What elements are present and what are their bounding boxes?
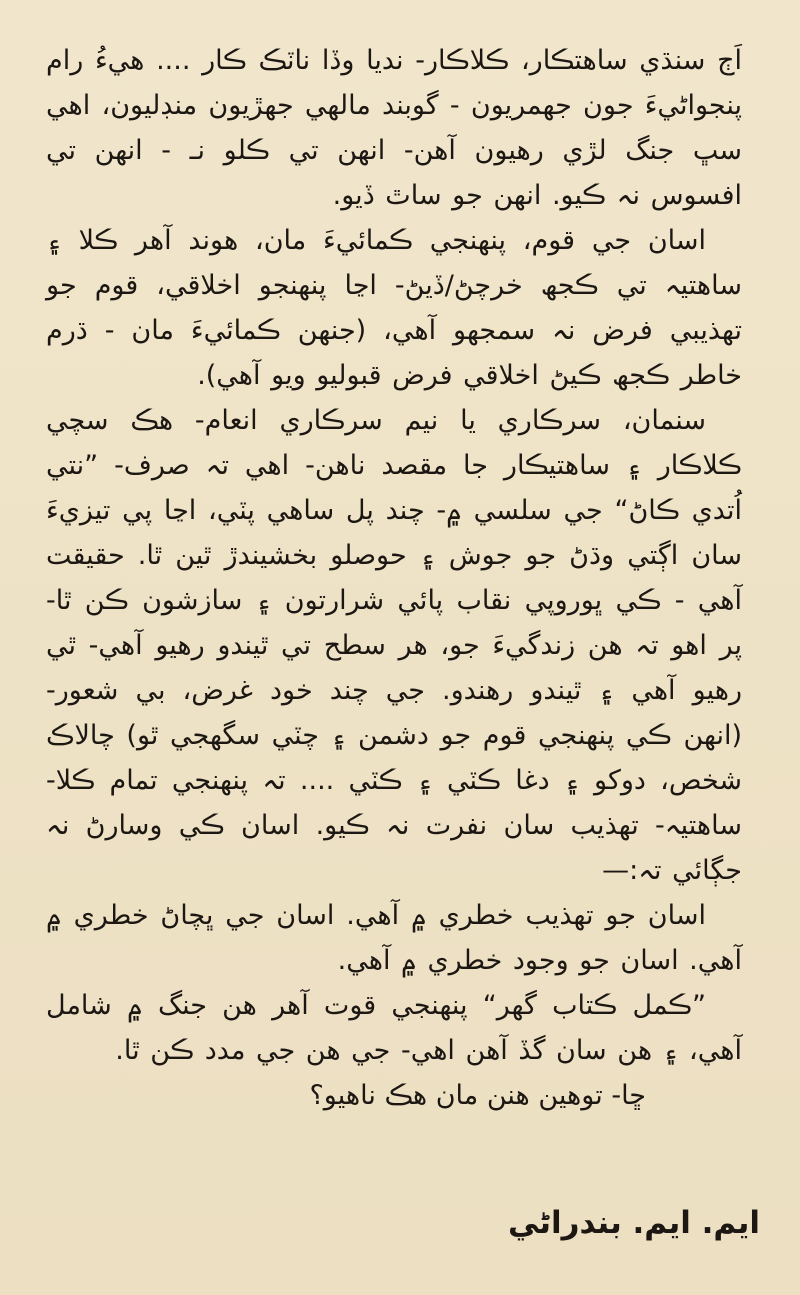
paragraph-5: ”ڪمل ڪتاب گهر“ پنهنجي قوت آهر هن جنگ ۾ شامل آهي، ۽ هن سان گڏ آهن اهي- جي هن جي مدد ڪن ٿا. (46, 990, 742, 1066)
author-signature: ايم. ايم. بندراڻي (508, 1205, 760, 1241)
paragraph-3: سنمان، سرڪاري يا نيم سرڪاري انعام- هڪ سچي ڪلاڪار ۽ ساهتيڪار جا مقصد ناهن- اهي تہ صرف- ”نتي اُتدي ڪاڻ“ جي سلسي ۾- چند پل ساهي پٽي، اڃا پي تيزيءَ سان اڳتي وڌڻ جو جوش ۽ حوصلو بخشيندڙ ٿين ٿا. حقيقت آهي - ڪي ڀوروپي نقاب پائي شرارتون ۽ سازشون ڪن ٿا- پر اهو تہ هن زندگيءَ جو، هر سطح تي ٿيندو رهيو آهي- ٿي رهيو آهي ۽ ٿيندو رهندو. جي چند خود غرض، بي شعور- (انهن ڪي پنهنجي قوم جو دشمن ۽ چٽي سگهجي ٿو) چالاڪ شخص، دوکو ۽ دغا ڪٽي ۽ ڪٽي .... تہ پنهنجي تمام ڪلا- ساهتيہ- تهذيب سان نفرت نہ ڪيو. اسان ڪي وسارڻ نہ جڳائي تہ:— (46, 405, 742, 886)
paragraph-2: اسان جي قوم، پنهنجي ڪمائيءَ مان، هوند آهر ڪلا ۽ ساهتيہ تي ڪجھ خرچڻ/ڏيڻ- اڃا پنهنجو اخلاقي، قوم جو تهذيبي فرض نہ سمجهو آهي، (جنهن ڪمائيءَ مان - ڌرم خاطر ڪجھ ڪيڻ اخلاقي فرض قبوليو ويو آهي). (46, 225, 742, 391)
closing-question: ڇا- توهين هنن مان هڪ ناهيو؟ (309, 1080, 646, 1111)
paragraph-1: اَڄ سنڌي ساهتڪار، ڪلاڪار- نديا وڏا ناٽڪ ڪار .... هيءُ رام پنجواڻيءَ جون جهمريون - گوبند مالهي جهڙيون منڊليون، اهي سڀ جنگ لڙي رهيون آهن- انهن تي ڪلو نـ - انهن تي افسوس نہ ڪيو. انهن جو ساٿ ڏيو. (46, 45, 742, 211)
paragraph-4: اسان جو تهذيب خطري ۾ آهي. اسان جي ڀچاڻ خطري ۾ آهي. اسان جو وجود خطري ۾ آهي. (46, 900, 742, 976)
